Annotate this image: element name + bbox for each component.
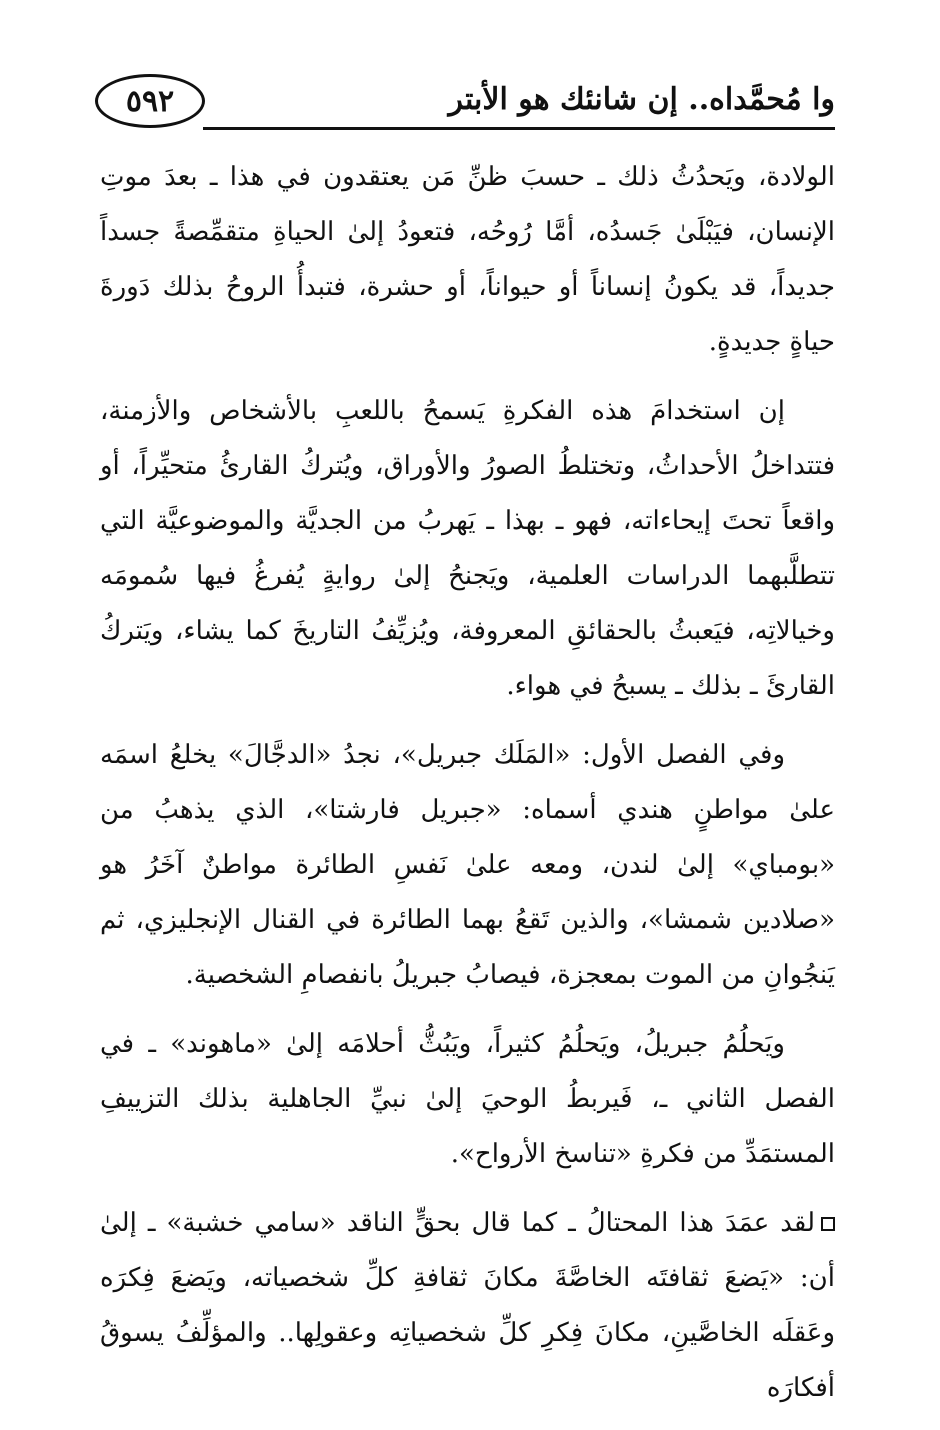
running-title: وا مُحمَّداه.. إن شانئك هو الأبتر bbox=[448, 82, 835, 117]
page-header bbox=[95, 74, 835, 134]
paragraph-1: الولادة، ويَحدُثُ ذلك ـ حسبَ ظنِّ مَن يعتقدون في هذا ـ بعدَ موتِ الإنسان، فيَبْلَىٰ جَسدُه، أمَّا رُوحُه، فتعودُ إلىٰ الحياةِ متقمِّصةً جسداً جديداً، قد يكونُ إنساناً أو حيواناً، أو حشرة، فتبدأُ الروحُ بذلك دَورةَ حياةٍ جديدةٍ. bbox=[100, 162, 836, 357]
paragraph-4: ويَحلُمُ جبريلُ، ويَحلُمُ كثيراً، ويَبُثُّ أحلامَه إلىٰ «ماهوند» ـ في الفصل الثاني ـ، فَيربطُ الوحيَ إلىٰ نبيِّ الجاهلية بذلك التزييفِ المستمَدِّ من فكرةِ «تناسخ الأرواح». bbox=[100, 1029, 835, 1169]
body-text bbox=[100, 150, 835, 1430]
paragraph-3: وفي الفصل الأول: «المَلَك جبريل»، نجدُ «الدجَّالَ» يخلعُ اسمَه علىٰ مواطنٍ هندي أسماه: «جبريل فارشتا»، الذي يذهبُ من «بومباي» إلىٰ لندن، ومعه علىٰ نَفسِ الطائرة مواطنٌ آخَرُ هو «صلادين شمشا»، والذين تَقعُ بهما الطائرة في القنال الإنجليزي، ثم يَنجُوانِ من الموت بمعجزة، فيصابُ جبريلُ بانفصامِ الشخصية. bbox=[100, 740, 835, 990]
quote-marker-icon bbox=[821, 1217, 835, 1231]
page-number: ٥٩٢ bbox=[95, 74, 205, 128]
paragraph-2: إن استخدامَ هذه الفكرةِ يَسمحُ باللعبِ بالأشخاص والأزمنة، فتتداخلُ الأحداثُ، وتختلطُ الصورُ والأوراق، ويُتركُ القارئُ متحيِّراً، أو واقعاً تحتَ إيحاءاته، فهو ـ بهذا ـ يَهربُ من الجديَّة والموضوعيَّة التي تتطلَّبهما الدراسات العلمية، ويَجنحُ إلىٰ روايةٍ يُفرغُ فيها سُمومَه وخيالاتِه، فيَعبثُ بالحقائقِ المعروفة، ويُزيِّفُ التاريخَ كما يشاء، ويَتركُ القارئَ ـ بذلك ـ يسبحُ في هواء. bbox=[100, 396, 835, 701]
paragraph-5-text: لقد عمَدَ هذا المحتالُ ـ كما قال بحقٍّ الناقد «سامي خشبة» ـ إلىٰ أن: «يَضعَ ثقافتَه الخاصَّةَ مكانَ ثقافةِ كلِّ شخصياته، ويَضعَ فِكرَه وعَقلَه الخاصَّينِ، مكانَ فِكرِ كلِّ شخصياتِه وعقولِها.. والمؤلِّفُ يسوقُ أفكارَه bbox=[100, 1208, 835, 1403]
header-rule bbox=[203, 127, 835, 130]
paragraph-5 bbox=[100, 1196, 835, 1416]
